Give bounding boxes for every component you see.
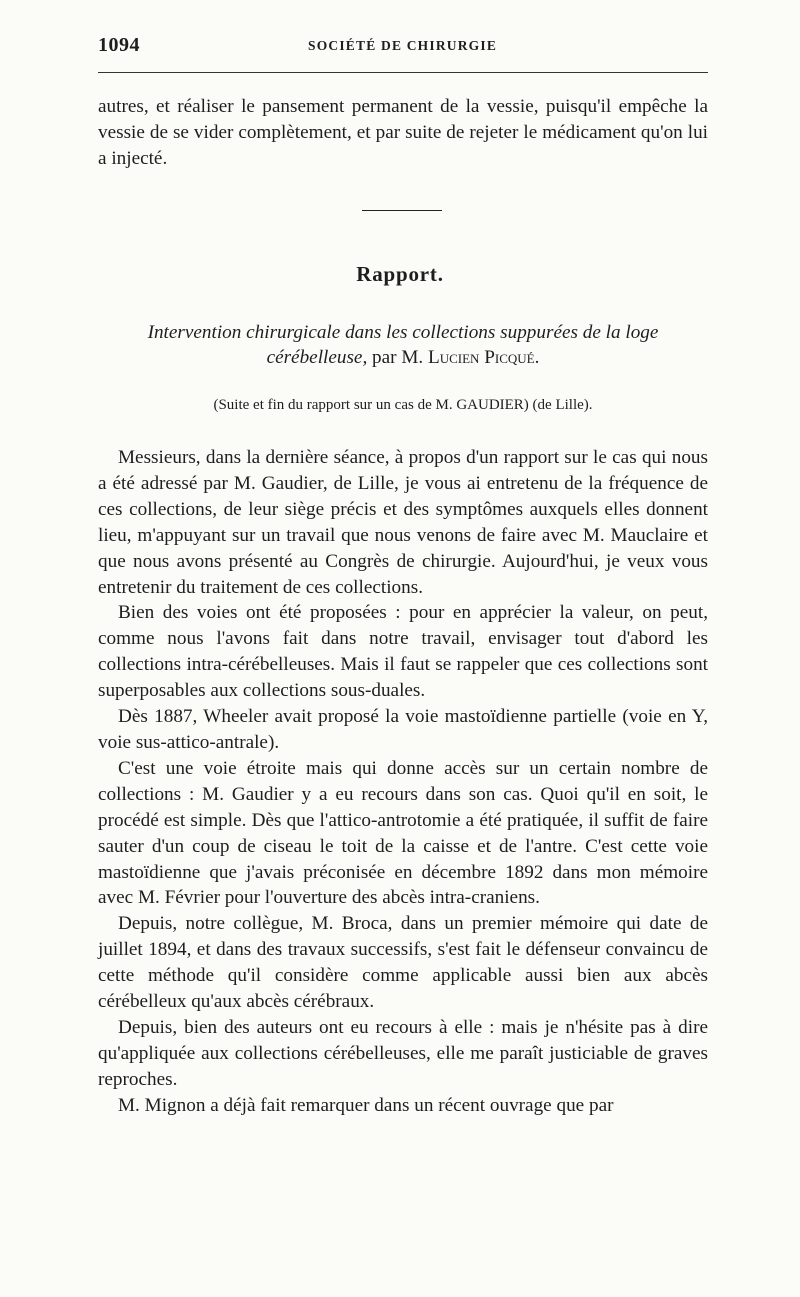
paragraph: Bien des voies ont été proposées : pour en apprécier la valeur, on peut, comme nous l'avons fait dans notre travail, envisager tout d'abord les collections intra-cérébelleuses. Mais il faut se rappeler que ces collections sont superposables aux collections sous-duales.: [98, 602, 708, 702]
paragraph: Depuis, bien des auteurs ont eu recours à elle : mais je n'hésite pas à dire qu'appliquée aux collections cérébelleuses, elle me paraît justiciable de graves reproches.: [98, 1016, 708, 1090]
paragraph: C'est une voie étroite mais qui donne accès sur un certain nombre de collections : M. Gaudier y a eu recours dans son cas. Quoi qu'il en soit, le procédé est simple. Dès que l'attico-antrotomie a été pratiquée, il suffit de faire sauter d'un coup de ciseau le toit de la caisse et de l'antre. C'est cette voie mastoïdienne que j'avais préconisée en décembre 1892 dans mon mémoire avec M. Février pour l'ouverture des abcès intra-craniens.: [98, 757, 708, 909]
paragraph: Depuis, notre collègue, M. Broca, dans un premier mémoire qui date de juillet 1894, et dans des travaux successifs, s'est fait le défenseur convaincu de cette méthode qu'il considère comme applicable aussi bien aux abcès cérébelleux qu'aux abcès cérébraux.: [98, 913, 708, 1013]
intro-paragraph: autres, et réaliser le pansement permanent de la vessie, puisqu'il empêche la vessie de se vider complètement, et par suite de rejeter le médicament qu'on lui a injecté.: [98, 96, 708, 169]
page-number: 1094: [98, 34, 140, 56]
running-head: [98, 34, 708, 58]
report-note: (Suite et fin du rapport sur un cas de M. GAUDIER) (de Lille).: [213, 397, 593, 413]
section-title: Rapport.: [356, 262, 444, 286]
running-title: SOCIÉTÉ DE CHIRURGIE: [308, 38, 498, 53]
paragraph: M. Mignon a déjà fait remarquer dans un récent ouvrage que par: [118, 1094, 614, 1116]
header-rule: [98, 72, 708, 73]
paragraph: Messieurs, dans la dernière séance, à propos d'un rapport sur le cas qui nous a été adressé par M. Gaudier, de Lille, je vous ai entretenu de la fréquence de ces collections, de leur siège précis et des symptômes auxquels elles donnent lieu, m'appuyant sur un travail que nous venons de faire avec M. Mauclaire et que nous avons présenté au Congrès de chirurgie. Aujourd'hui, je veux vous entretenir du traitement de ces collections.: [98, 447, 708, 598]
paragraph: Dès 1887, Wheeler avait proposé la voie mastoïdienne partielle (voie en Y, voie sus-attico-antrale).: [98, 706, 708, 753]
report-author: Lucien Picqué.: [428, 347, 540, 368]
section-divider: [362, 210, 442, 211]
body-text: [98, 445, 708, 1119]
report-title-italic: Intervention chirurgicale dans les collections suppurées de la loge cérébelleuse,: [147, 322, 659, 368]
report-title: [98, 320, 708, 370]
report-title-by: par M.: [372, 347, 424, 368]
